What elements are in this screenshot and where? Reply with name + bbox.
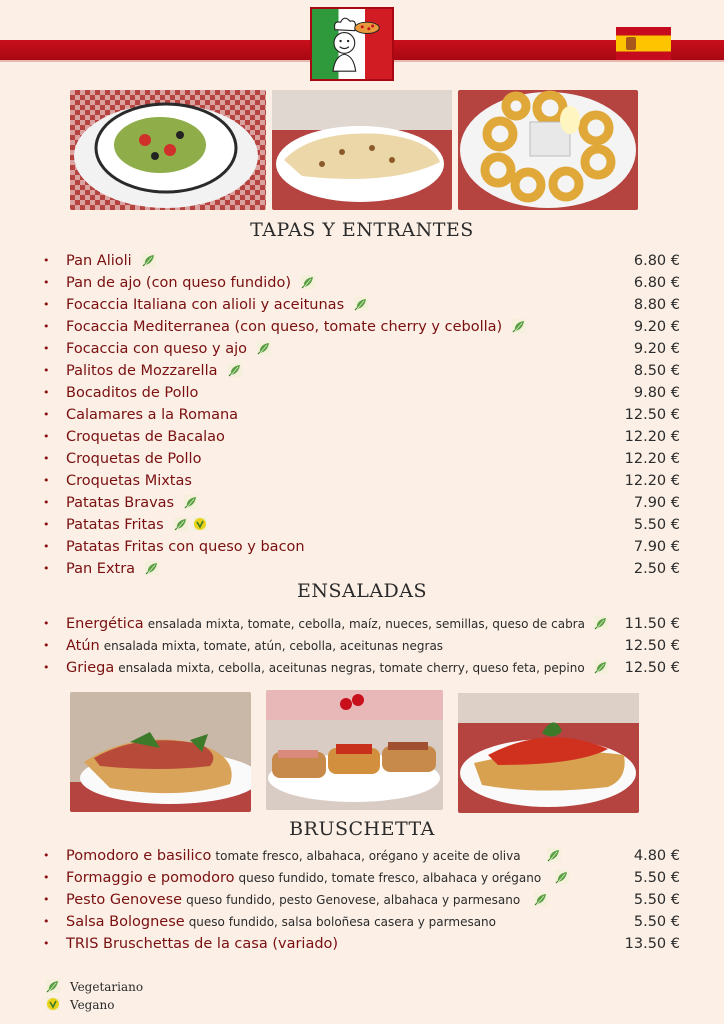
vegetarian-icon [594, 616, 608, 630]
item-description: queso fundido, salsa boloñesa casera y parmesano [188, 915, 496, 929]
item-description: tomate fresco, albahaca, orégano y aceite de oliva [215, 849, 521, 863]
menu-item[interactable]: • Griega ensalada mixta, cebolla, aceitunas negras, tomate cherry, queso feta, pepino 12.50 € [0, 657, 724, 679]
photo-bruschetta-1 [70, 692, 251, 812]
menu-item[interactable]: • Energética ensalada mixta, tomate, cebolla, maíz, nueces, semillas, queso de cabra 11.50 € [0, 613, 724, 635]
vegan-icon [193, 517, 207, 531]
legend-vegetarian-label: Vegetariano [70, 980, 144, 994]
menu-item[interactable]: • Pomodoro e basilico tomate fresco, albahaca, orégano y aceite de oliva 4.80 € [0, 845, 724, 867]
ensaladas-list [0, 613, 724, 679]
menu-item[interactable]: • Bocaditos de Pollo 9.80 € [0, 382, 724, 404]
legend-vegan-label: Vegano [70, 998, 115, 1012]
menu-item[interactable]: • Focaccia con queso y ajo 9.20 € [0, 338, 724, 360]
item-price: 8.50 € [633, 363, 680, 379]
tapas-list [0, 250, 724, 580]
vegetarian-icon [145, 561, 159, 575]
item-price: 12.20 € [624, 451, 680, 467]
photo-bruschetta-2 [266, 690, 443, 810]
item-price: 12.50 € [624, 407, 680, 423]
item-name: Croquetas de Pollo [66, 451, 202, 467]
vegetarian-icon [184, 495, 198, 509]
legend-vegetarian [46, 979, 143, 994]
menu-item[interactable]: • Croquetas Mixtas 12.20 € [0, 470, 724, 492]
vegetarian-icon [301, 275, 315, 289]
item-name: Calamares a la Romana [66, 407, 239, 423]
section-title-tapas: TAPAS Y ENTRANTES [250, 219, 474, 241]
menu-item[interactable]: • TRIS Bruschettas de la casa (variado) 13.50 € [0, 933, 724, 955]
item-name: Pan Alioli [66, 253, 132, 269]
photo-focaccia [272, 90, 452, 210]
vegetarian-icon [594, 660, 608, 674]
item-description: ensalada mixta, tomate, atún, cebolla, aceitunas negras [103, 639, 444, 653]
item-name: Pesto Genovese [66, 892, 183, 908]
item-price: 9.20 € [633, 319, 680, 335]
item-price: 5.50 € [633, 517, 680, 533]
menu-item[interactable]: • Focaccia Italiana con alioli y aceitunas 8.80 € [0, 294, 724, 316]
item-price: 6.80 € [633, 275, 680, 291]
item-description: ensalada mixta, tomate, cebolla, maíz, nueces, semillas, queso de cabra [147, 617, 585, 631]
item-price: 2.50 € [633, 561, 680, 577]
section-title-ensaladas: ENSALADAS [296, 580, 428, 602]
item-name: Atún [66, 638, 100, 654]
menu-item[interactable]: • Patatas Bravas 7.90 € [0, 492, 724, 514]
menu-item[interactable]: • Pan Extra 2.50 € [0, 558, 724, 580]
item-price: 8.80 € [633, 297, 680, 313]
item-price: 12.50 € [624, 638, 680, 654]
item-name: Pomodoro e basilico [66, 848, 212, 864]
item-price: 4.80 € [633, 848, 680, 864]
menu-item[interactable]: • Formaggio e pomodoro queso fundido, tomate fresco, albahaca y orégano 5.50 € [0, 867, 724, 889]
menu-item[interactable]: • Atún ensalada mixta, tomate, atún, cebolla, aceitunas negras 12.50 € [0, 635, 724, 657]
photo-calamares [458, 90, 638, 210]
legend-vegan [46, 997, 114, 1012]
item-name: Focaccia con queso y ajo [66, 341, 247, 357]
vegetarian-icon [174, 517, 188, 531]
item-price: 7.90 € [633, 539, 680, 555]
vegetarian-icon [547, 848, 561, 862]
item-price: 9.20 € [633, 341, 680, 357]
item-name: Patatas Fritas [66, 517, 164, 533]
item-name: Salsa Bolognese [66, 914, 185, 930]
item-description: queso fundido, tomate fresco, albahaca y orégano [238, 871, 542, 885]
chef-logo [310, 7, 394, 81]
vegetarian-icon [512, 319, 526, 333]
vegetarian-icon [257, 341, 271, 355]
menu-item[interactable]: • Pan de ajo (con queso fundido) 6.80 € [0, 272, 724, 294]
menu-item[interactable]: • Croquetas de Bacalao 12.20 € [0, 426, 724, 448]
item-price: 5.50 € [633, 892, 680, 908]
item-name: Focaccia Italiana con alioli y aceitunas [66, 297, 345, 313]
item-price: 12.20 € [624, 473, 680, 489]
vegan-icon [46, 997, 60, 1011]
item-price: 12.20 € [624, 429, 680, 445]
item-price: 5.50 € [633, 914, 680, 930]
bruschetta-list [0, 845, 724, 955]
item-name: Energética [66, 616, 144, 632]
item-price: 13.50 € [624, 936, 680, 952]
item-price: 9.80 € [633, 385, 680, 401]
spanish-flag-icon[interactable] [616, 27, 671, 60]
photo-salad [70, 90, 266, 210]
menu-item[interactable]: • Patatas Fritas 5.50 € [0, 514, 724, 536]
menu-item[interactable]: • Pan Alioli 6.80 € [0, 250, 724, 272]
menu-item[interactable]: • Patatas Fritas con queso y bacon 7.90 € [0, 536, 724, 558]
item-description: queso fundido, pesto Genovese, albahaca y parmesano [186, 893, 521, 907]
item-description: ensalada mixta, cebolla, aceitunas negras, tomate cherry, queso feta, pepino [118, 661, 585, 675]
vegetarian-icon [142, 253, 156, 267]
menu-item[interactable]: • Croquetas de Pollo 12.20 € [0, 448, 724, 470]
item-name: Griega [66, 660, 115, 676]
item-price: 6.80 € [633, 253, 680, 269]
item-price: 12.50 € [624, 660, 680, 676]
vegetarian-icon [46, 979, 60, 993]
menu-item[interactable]: • Salsa Bolognese queso fundido, salsa boloñesa casera y parmesano 5.50 € [0, 911, 724, 933]
menu-item[interactable]: • Focaccia Mediterranea (con queso, tomate cherry y cebolla) 9.20 € [0, 316, 724, 338]
item-price: 11.50 € [624, 616, 680, 632]
vegetarian-icon [534, 892, 548, 906]
item-price: 5.50 € [633, 870, 680, 886]
item-name: Focaccia Mediterranea (con queso, tomate cherry y cebolla) [66, 319, 503, 335]
item-name: Croquetas Mixtas [66, 473, 192, 489]
item-name: Patatas Fritas con queso y bacon [66, 539, 305, 555]
item-name: Patatas Bravas [66, 495, 175, 511]
menu-item[interactable]: • Palitos de Mozzarella 8.50 € [0, 360, 724, 382]
vegetarian-icon [354, 297, 368, 311]
item-name: Croquetas de Bacalao [66, 429, 225, 445]
item-name: Bocaditos de Pollo [66, 385, 199, 401]
photo-bruschetta-3 [458, 693, 639, 813]
item-name: Formaggio e pomodoro [66, 870, 235, 886]
section-title-bruschetta: BRUSCHETTA [289, 818, 435, 840]
item-name: TRIS Bruschettas de la casa (variado) [66, 936, 339, 952]
vegetarian-icon [555, 870, 569, 884]
item-name: Palitos de Mozzarella [66, 363, 218, 379]
item-name: Pan de ajo (con queso fundido) [66, 275, 292, 291]
menu-item[interactable]: • Calamares a la Romana 12.50 € [0, 404, 724, 426]
menu-item[interactable]: • Pesto Genovese queso fundido, pesto Genovese, albahaca y parmesano 5.50 € [0, 889, 724, 911]
item-price: 7.90 € [633, 495, 680, 511]
item-name: Pan Extra [66, 561, 136, 577]
vegetarian-icon [228, 363, 242, 377]
